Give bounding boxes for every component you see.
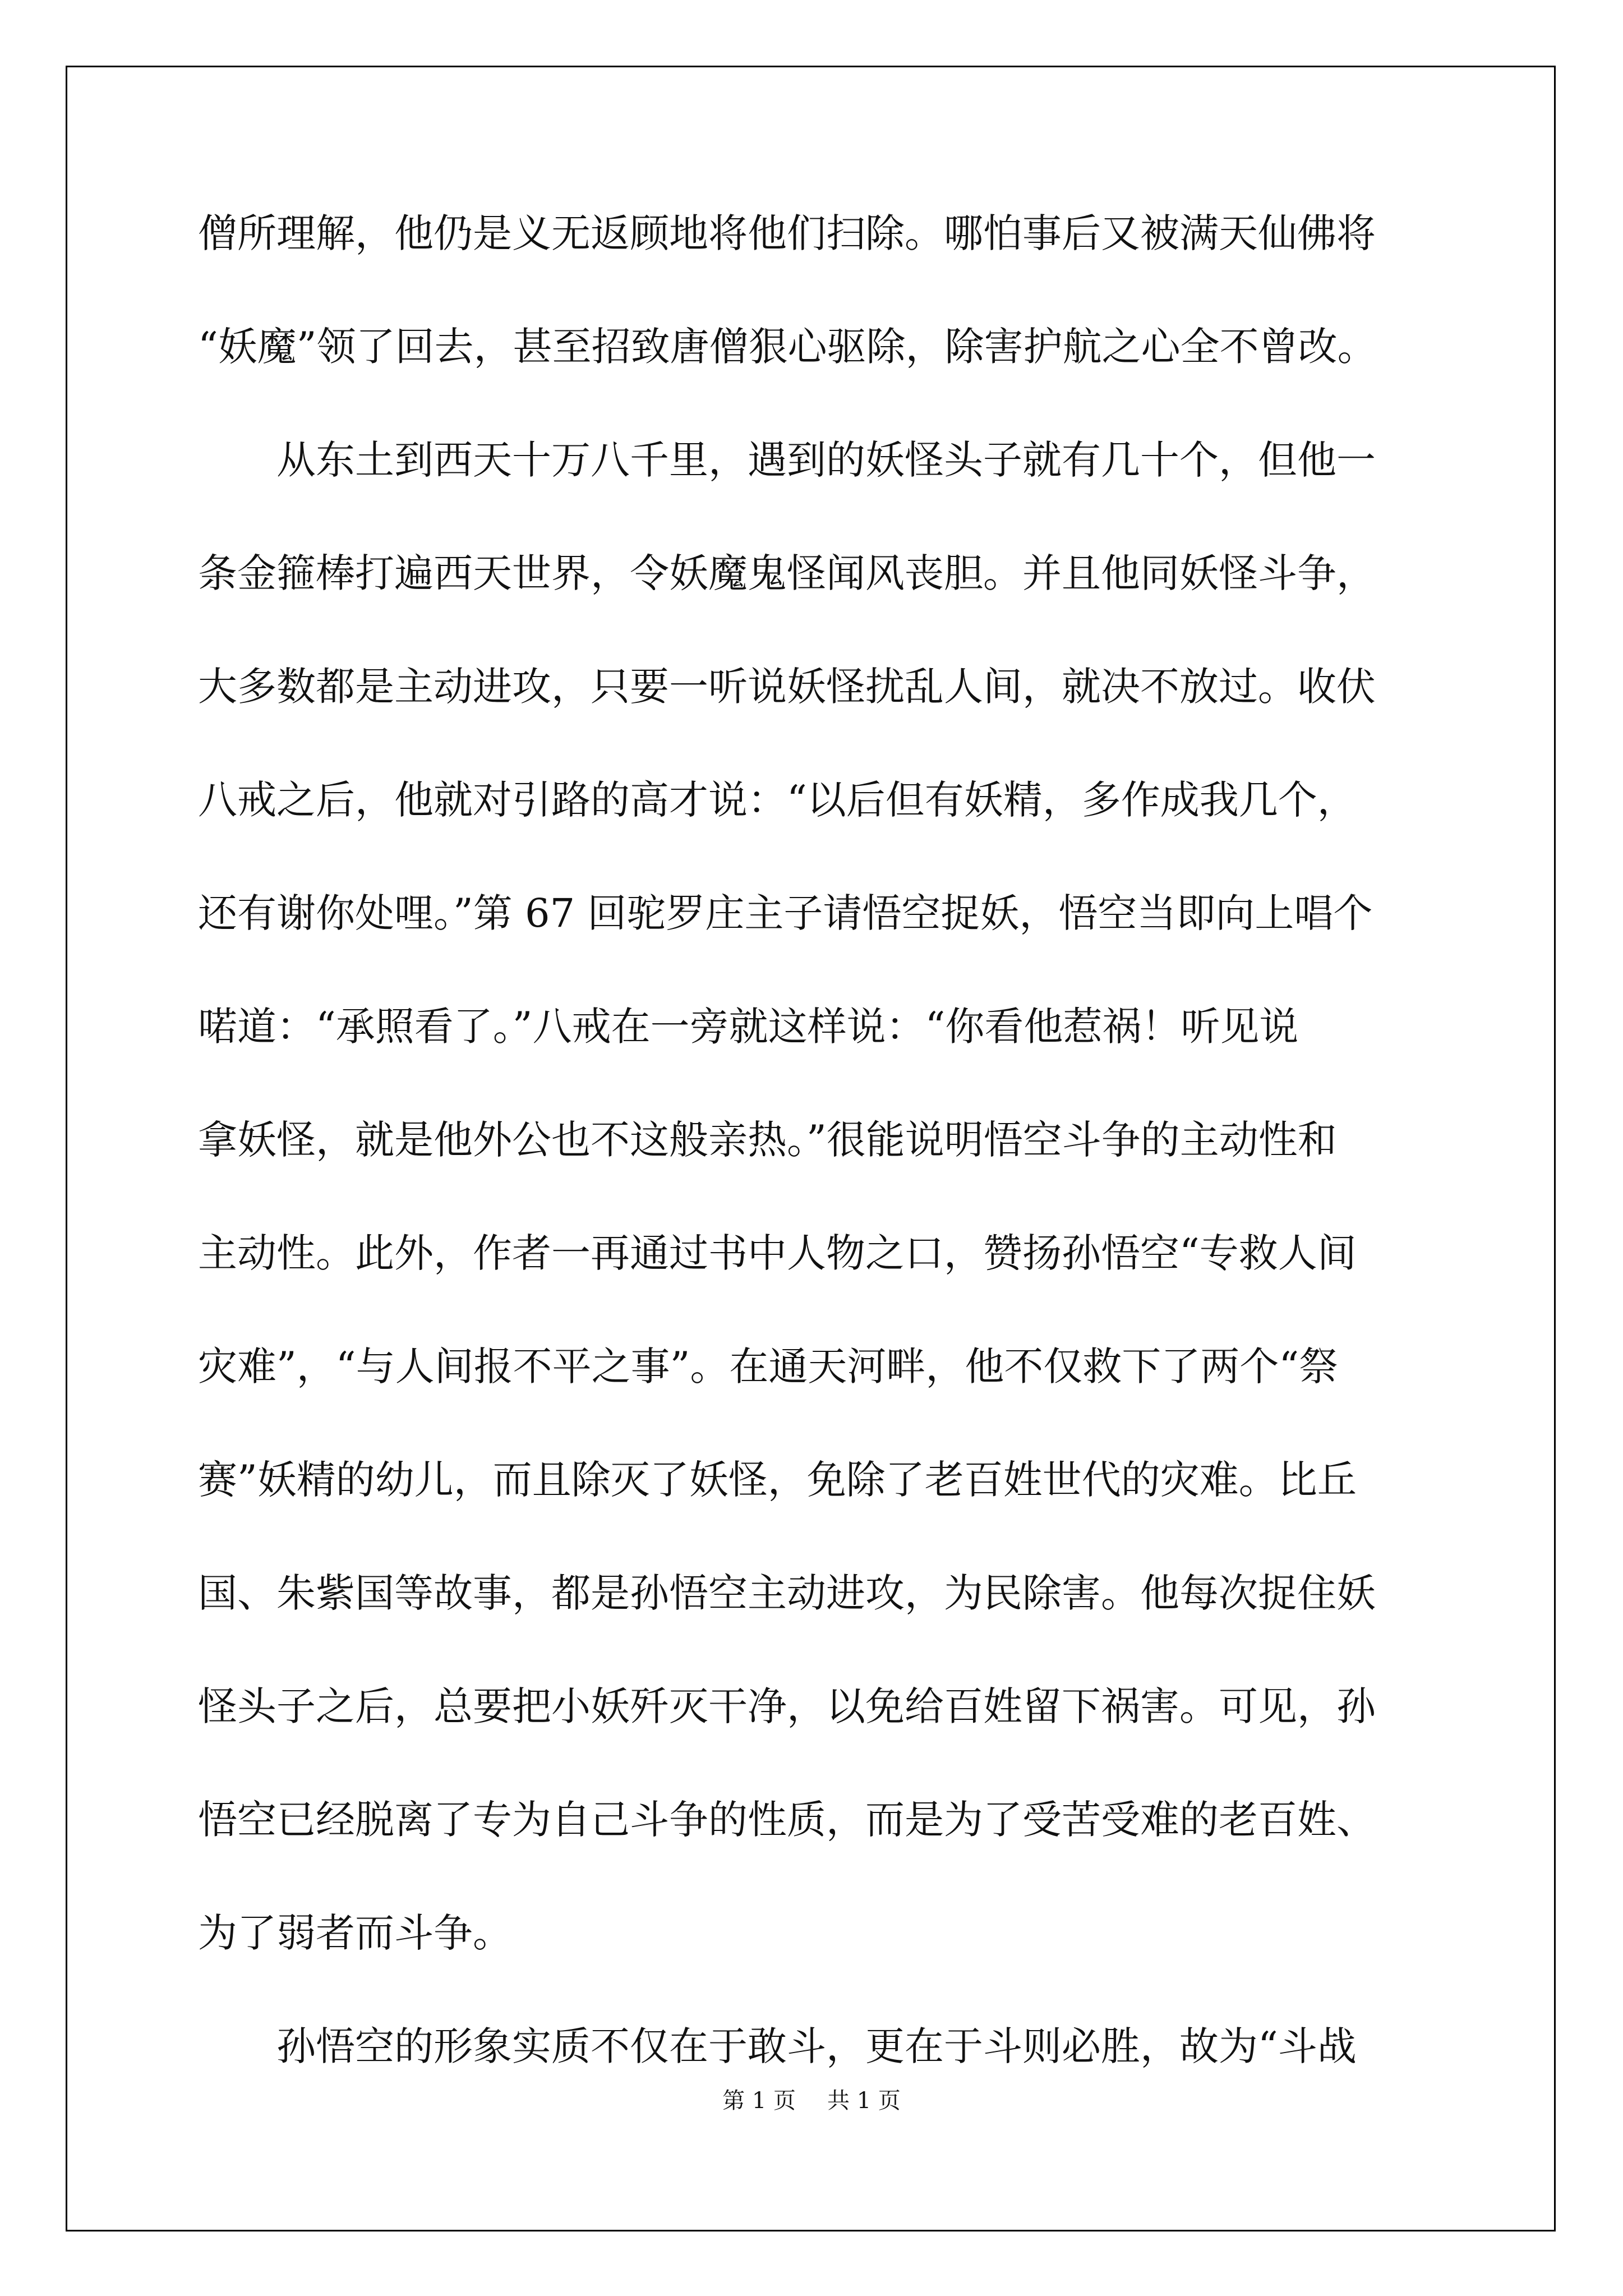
text-line: 僧所理解，他仍是义无返顾地将他们扫除。哪怕事后又被满天仙佛将 — [198, 210, 1376, 256]
text-line: “妖魔”领了回去，甚至招致唐僧狠心驱除，除害护航之心全不曾改。 — [198, 324, 1377, 370]
text-line: 赛”妖精的幼儿，而且除灭了妖怪，免除了老百姓世代的灾难。比丘 — [198, 1457, 1357, 1503]
paragraph-first-line: 孙悟空的形象实质不仅在于敢斗，更在于斗则必胜，故为“斗战 — [276, 2023, 1357, 2069]
page-number: 第 1 页 — [722, 2088, 796, 2114]
text-line: 国、朱紫国等故事，都是孙悟空主动进攻，为民除害。他每次捉住妖 — [198, 1570, 1376, 1616]
text-line: 条金箍棒打遍西天世界，令妖魔鬼怪闻风丧胆。并且他同妖怪斗争， — [198, 550, 1376, 596]
text-line: 为了弱者而斗争。 — [198, 1910, 512, 1956]
page-total: 共 1 页 — [827, 2088, 901, 2114]
text-line: 怪头子之后，总要把小妖歼灭干净，以免给百姓留下祸害。可见，孙 — [198, 1683, 1376, 1729]
paragraph-first-line: 从东土到西天十万八千里，遇到的妖怪头子就有几十个，但他一 — [276, 437, 1376, 483]
text-line: 主动性。此外，作者一再通过书中人物之口，赞扬孙悟空“专救人间 — [198, 1230, 1357, 1276]
page-footer — [0, 2086, 1623, 2116]
text-line: 悟空已经脱离了专为自己斗争的性质，而是为了受苦受难的老百姓、 — [198, 1797, 1376, 1843]
text-line: 拿妖怪，就是他外公也不这般亲热。”很能说明悟空斗争的主动性和 — [198, 1117, 1337, 1163]
text-line: 喏道：“承照看了。”八戒在一旁就这样说：“你看他惹祸！听见说 — [198, 1004, 1299, 1050]
text-line: 八戒之后，他就对引路的高才说：“以后但有妖精，多作成我几个， — [198, 777, 1357, 823]
text-line: 还有谢你处哩。”第 67 回驼罗庄主子请悟空捉妖，悟空当即向上唱个 — [198, 890, 1373, 936]
text-line: 灾难”，“与人间报不平之事”。在通天河畔，他不仅救下了两个“祭 — [198, 1343, 1339, 1389]
text-line: 大多数都是主动进攻，只要一听说妖怪扰乱人间，就决不放过。收伏 — [198, 664, 1376, 710]
